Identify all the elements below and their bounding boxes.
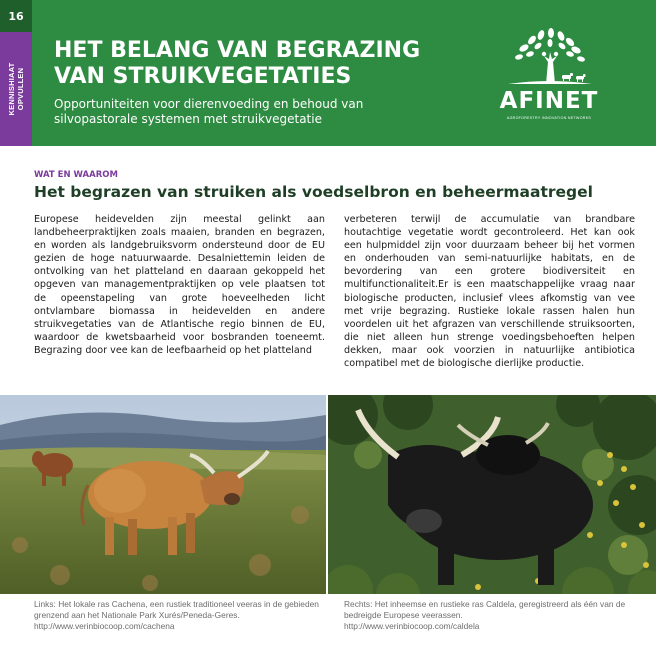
page-title: HET BELANG VAN BEGRAZING VAN STRUIKVEGETATIES: [54, 38, 421, 89]
side-tab-label: KENNISHIAAT OPVULLEN: [7, 62, 25, 116]
caption-left-link[interactable]: http://www.verinbiocoop.com/cachena: [34, 621, 175, 631]
caption-right-link[interactable]: http://www.verinbiocoop.com/caldela: [344, 621, 480, 631]
body-column-right: verbeteren terwijl de accumulatie van brandbare houtachtige vegetatie wordt gecontroleerd. Het kan ook een hulpmiddel zijn voor duurzaam beheer bij het vormen en onderhouden van semi-natuurlijke habitats, en de bevordering van een grotere biodiversiteit en multifunctionaliteit.Er is een maatschappelijke vraag naar biologische producten, inclusief vlees afkomstig van vee met vrije begrazing. Rustieke lokale rassen halen hun voordelen uit het afgrazen van verschillende struiksoorten, die niet alleen hun strenge voedingsbehoeften helpen dekken, maar ook voorzien in natuurlijke antibiotica compatibel met de biologische dierlijke productie.: [344, 214, 635, 370]
caption-right-text: Rechts: Het inheemse en rustieke ras Caldela, geregistreerd als één van de bedreigde Europese veerassen.: [344, 599, 626, 620]
side-tab: [0, 32, 32, 146]
caption-left-text: Links: Het lokale ras Cachena, een rustiek traditioneel veeras in de gebieden grenzend aan het Nationale Park Xurés/Peneda-Geres.: [34, 599, 319, 620]
body-column-left: Europese heidevelden zijn meestal gelinkt aan landbeheerpraktijken zoals maaien, branden en begrazen, en worden als landgebruiksvorm ondersteund door de EU gezien de hoge natuurwaarde. Desalniettemin leiden de ontvolking van het platteland en daaraan gekoppeld het opgeven van managementpraktijken op vele plaatsen tot de opeenstapeling van grote hoeveelheden licht ontvlambare biomassa in heidevelden en andere struikvegetaties van de Atlantische regio binnen de EU, waardoor de kwetsbaarheid voor bosbranden toeneemt. Begrazing door vee kan de leefbaarheid op het platteland: [34, 214, 325, 356]
page-subtitle: Opportuniteiten voor dierenvoeding en behoud van silvopastorale systemen met struikvegetatie: [54, 97, 364, 126]
section-heading: Het begrazen van struiken als voedselbron en beheermaatregel: [34, 183, 593, 201]
logo-name: AFINET: [499, 88, 599, 114]
photo-cachena-cattle: [0, 395, 326, 594]
page-number: 16: [0, 0, 32, 32]
photo-caldela-cattle: [328, 395, 656, 594]
caption-left: [34, 599, 319, 632]
section-kicker: WAT EN WAAROM: [34, 170, 118, 180]
caption-right: [344, 599, 629, 632]
afinet-logo: [494, 28, 604, 123]
tree-logo-icon: [494, 28, 604, 88]
logo-tagline: AGROFORESTRY INNOVATION NETWORKS: [506, 116, 592, 120]
header-banner: [0, 0, 656, 146]
